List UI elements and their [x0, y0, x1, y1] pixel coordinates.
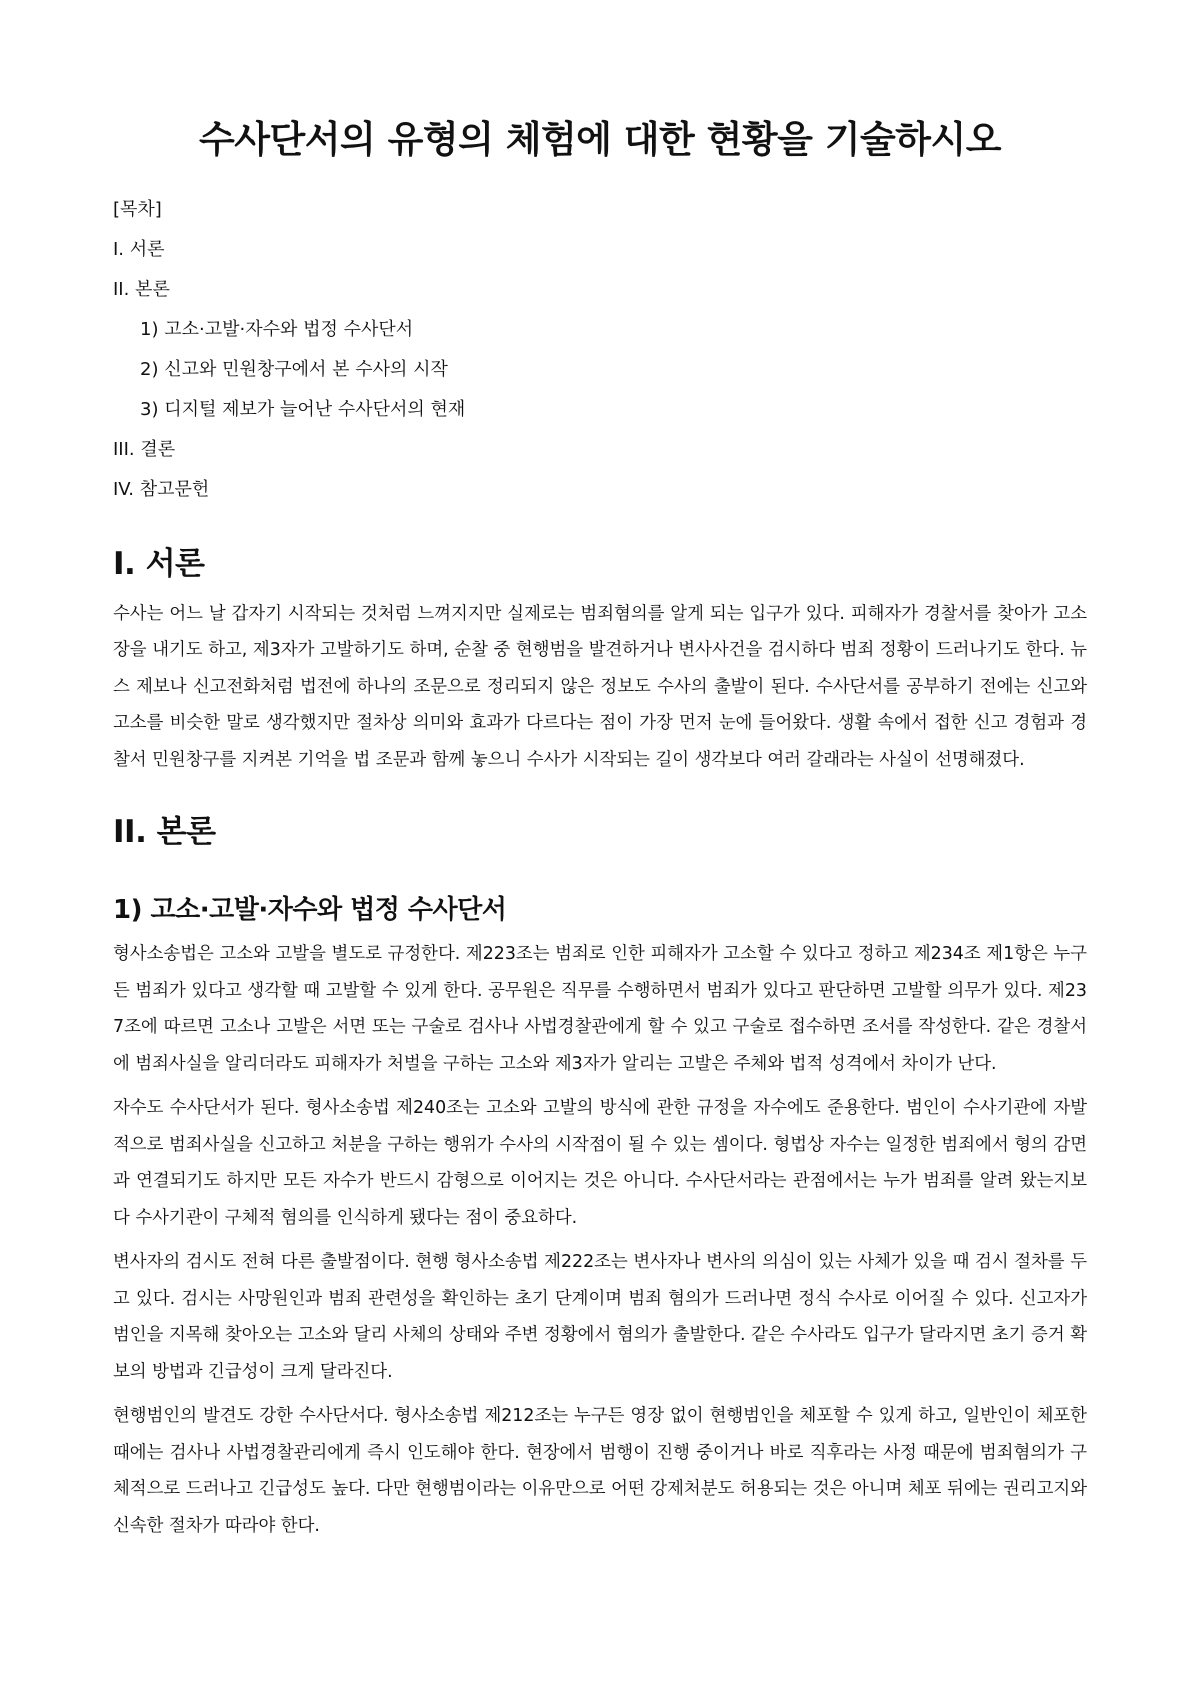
toc-item-conclusion: III. 결론	[113, 439, 176, 461]
toc-item-body-2: 2) 신고와 민원창구에서 본 수사의 시작	[140, 359, 448, 381]
toc-heading: [목차]	[113, 199, 162, 221]
section-heading-body: II. 본론	[113, 814, 216, 851]
subsection-heading-1: 1) 고소·고발·자수와 법정 수사단서	[113, 895, 507, 926]
toc-item-references: IV. 참고문헌	[113, 479, 210, 501]
table-of-contents	[113, 190, 1087, 510]
body-paragraph: 변사자의 검시도 전혀 다른 출발점이다. 현행 형사소송법 제222조는 변사자나 변사의 의심이 있는 사체가 있을 때 검시 절차를 두고 있다. 검시는 사망원인과 범죄 관련성을 확인하는 초기 단계이며 범죄 혐의가 드러나면 정식 수사로 이어질 수 있다. 신고자가 범인을 지목해 찾아오는 고소와 달리 사체의 상태와 주변 정황에서 혐의가 출발한다. 같은 수사라도 입구가 달라지면 초기 증거 확보의 방법과 긴급성이 크게 달라진다.	[113, 1252, 1087, 1382]
body-paragraph: 자수도 수사단서가 된다. 형사소송법 제240조는 고소와 고발의 방식에 관한 규정을 자수에도 준용한다. 범인이 수사기관에 자발적으로 범죄사실을 신고하고 처분을 구하는 행위가 수사의 시작점이 될 수 있는 셈이다. 형법상 자수는 일정한 범죄에서 형의 감면과 연결되기도 하지만 모든 자수가 반드시 감형으로 이어지는 것은 아니다. 수사단서라는 관점에서는 누가 범죄를 알려 왔는지보다 수사기관이 구체적 혐의를 인식하게 됐다는 점이 중요하다.	[113, 1098, 1087, 1228]
body-paragraph: 현행범인의 발견도 강한 수사단서다. 형사소송법 제212조는 누구든 영장 없이 현행범인을 체포할 수 있게 하고, 일반인이 체포한 때에는 검사나 사법경찰관리에게 즉시 인도해야 한다. 현장에서 범행이 진행 중이거나 바로 직후라는 사정 때문에 범죄혐의가 구체적으로 드러나고 긴급성도 높다. 다만 현행범이라는 이유만으로 어떤 강제처분도 허용되는 것은 아니며 체포 뒤에는 권리고지와 신속한 절차가 따라야 한다.	[113, 1406, 1087, 1536]
intro-paragraph: 수사는 어느 날 갑자기 시작되는 것처럼 느껴지지만 실제로는 범죄혐의를 알게 되는 입구가 있다. 피해자가 경찰서를 찾아가 고소장을 내기도 하고, 제3자가 고발하기도 하며, 순찰 중 현행범을 발견하거나 변사사건을 검시하다 범죄 정황이 드러나기도 한다. 뉴스 제보나 신고전화처럼 법전에 하나의 조문으로 정리되지 않은 정보도 수사의 출발이 된다. 수사단서를 공부하기 전에는 신고와 고소를 비슷한 말로 생각했지만 절차상 의미와 효과가 다르다는 점이 가장 먼저 눈에 들어왔다. 생활 속에서 접한 신고 경험과 경찰서 민원창구를 지켜본 기억을 법 조문과 함께 놓으니 수사가 시작되는 길이 생각보다 여러 갈래라는 사실이 선명해졌다.	[113, 603, 1087, 770]
toc-item-body-1: 1) 고소·고발·자수와 법정 수사단서	[140, 319, 414, 341]
toc-item-body-3: 3) 디지털 제보가 늘어난 수사단서의 현재	[140, 399, 466, 421]
toc-item-body: II. 본론	[113, 279, 170, 301]
body-paragraph: 형사소송법은 고소와 고발을 별도로 규정한다. 제223조는 범죄로 인한 피해자가 고소할 수 있다고 정하고 제234조 제1항은 누구든 범죄가 있다고 생각할 때 고발할 수 있게 한다. 공무원은 직무를 수행하면서 범죄가 있다고 판단하면 고발할 의무가 있다. 제237조에 따르면 고소나 고발은 서면 또는 구술로 검사나 사법경찰관에게 할 수 있고 구술로 접수하면 조서를 작성한다. 같은 경찰서에 범죄사실을 알리더라도 피해자가 처벌을 구하는 고소와 제3자가 알리는 고발은 주체와 법적 성격에서 차이가 난다.	[113, 944, 1087, 1074]
document-title: 수사단서의 유형의 체험에 대한 현황을 기술하시오	[199, 118, 1001, 161]
toc-item-intro: I. 서론	[113, 239, 165, 261]
section-heading-intro: I. 서론	[113, 546, 205, 583]
